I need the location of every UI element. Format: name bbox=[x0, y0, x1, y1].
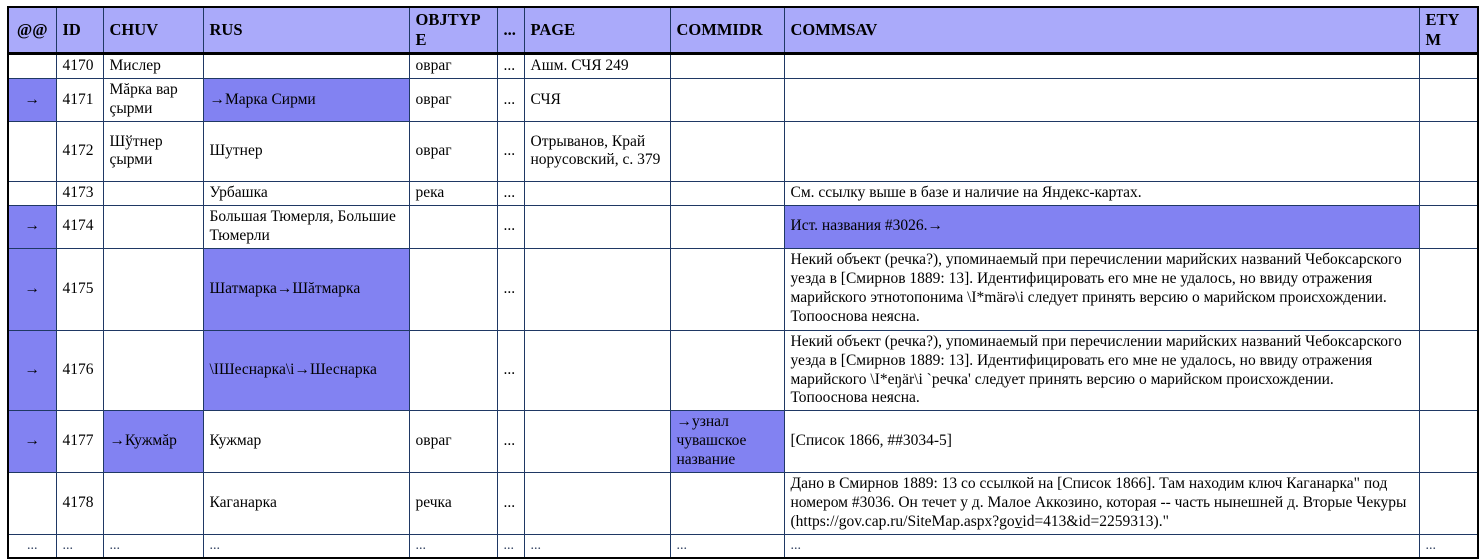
cell-commsav[interactable] bbox=[784, 79, 1419, 122]
table-body bbox=[8, 54, 1478, 559]
cell-atat[interactable]: → bbox=[8, 79, 56, 122]
table-row bbox=[8, 205, 1478, 248]
cell-id[interactable]: 4173 bbox=[56, 181, 103, 205]
cell-dots[interactable]: ... bbox=[497, 121, 524, 181]
cell-atat[interactable]: → bbox=[8, 205, 56, 248]
cell-dots[interactable]: ... bbox=[497, 411, 524, 473]
cell-rus[interactable]: Большая Тюмерля, Большие Тюмерли bbox=[203, 205, 409, 248]
column-header-rus[interactable]: RUS bbox=[203, 7, 409, 54]
cell-atat[interactable]: → bbox=[8, 248, 56, 330]
cell-chuv[interactable]: Мислер bbox=[103, 54, 203, 79]
cell-id[interactable]: 4177 bbox=[56, 411, 103, 473]
cell-rus[interactable]: ... bbox=[203, 534, 409, 558]
cell-objtype[interactable] bbox=[409, 330, 497, 411]
cell-rus[interactable]: Урбашка bbox=[203, 181, 409, 205]
column-header-commidr[interactable]: COMMIDR bbox=[670, 7, 784, 54]
toponym-table bbox=[7, 6, 1479, 559]
cell-id[interactable]: 4174 bbox=[56, 205, 103, 248]
column-header-chuv[interactable]: CHUV bbox=[103, 7, 203, 54]
table-row bbox=[8, 330, 1478, 411]
cell-etym[interactable] bbox=[1419, 411, 1478, 473]
cell-commidr[interactable] bbox=[670, 121, 784, 181]
cell-etym[interactable] bbox=[1419, 79, 1478, 122]
cell-etym[interactable] bbox=[1419, 205, 1478, 248]
cell-page[interactable] bbox=[524, 181, 670, 205]
cell-page[interactable] bbox=[524, 473, 670, 535]
cell-rus[interactable]: →Марка Сирми bbox=[203, 79, 409, 122]
cell-objtype[interactable]: речка bbox=[409, 473, 497, 535]
cell-commidr[interactable] bbox=[670, 205, 784, 248]
cell-id[interactable]: 4172 bbox=[56, 121, 103, 181]
table-row bbox=[8, 121, 1478, 181]
cell-atat[interactable]: → bbox=[8, 330, 56, 411]
cell-page[interactable]: Отрыванов, Край норусовский, с. 379 bbox=[524, 121, 670, 181]
cell-id[interactable]: 4178 bbox=[56, 473, 103, 535]
cell-commsav[interactable]: Ист. названия #3026.→ bbox=[784, 205, 1419, 248]
cell-commsav[interactable]: Некий объект (речка?), упоминаемый при перечислении марийских названий Чебоксарского уезда в [Смирнов 1889: 13]. Идентифицировать его мне не удалось, но ввиду отражения марийского этнотопонима \I*märə\i следует принять версию о марийском происхождении. Топооснова неясна. bbox=[784, 248, 1419, 330]
table-row bbox=[8, 473, 1478, 535]
cell-dots[interactable]: ... bbox=[497, 473, 524, 535]
column-header-dots[interactable]: ... bbox=[497, 7, 524, 54]
column-header-commsav[interactable]: COMMSAV bbox=[784, 7, 1419, 54]
cell-rus[interactable]: Кужмар bbox=[203, 411, 409, 473]
cell-chuv[interactable] bbox=[103, 181, 203, 205]
cell-commsav[interactable]: ... bbox=[784, 534, 1419, 558]
cell-rus[interactable]: Шутнер bbox=[203, 121, 409, 181]
cell-chuv[interactable]: Мăрка вар çырми bbox=[103, 79, 203, 122]
cell-dots[interactable]: ... bbox=[497, 79, 524, 122]
cell-etym[interactable] bbox=[1419, 248, 1478, 330]
cell-dots[interactable]: ... bbox=[497, 181, 524, 205]
cell-commidr[interactable] bbox=[670, 473, 784, 535]
cell-commsav[interactable]: См. ссылку выше в базе и наличие на Яндекс-картах. bbox=[784, 181, 1419, 205]
cell-etym[interactable]: ... bbox=[1419, 534, 1478, 558]
cell-rus[interactable]: \IШеснарка\i→Шеснарка bbox=[203, 330, 409, 411]
cell-atat[interactable] bbox=[8, 473, 56, 535]
cell-chuv[interactable]: ... bbox=[103, 534, 203, 558]
cell-etym[interactable] bbox=[1419, 330, 1478, 411]
cell-id[interactable]: 4176 bbox=[56, 330, 103, 411]
table-row bbox=[8, 54, 1478, 79]
table-row bbox=[8, 248, 1478, 330]
more-rows-indicator-row bbox=[8, 534, 1478, 558]
cell-commsav[interactable] bbox=[784, 121, 1419, 181]
cell-atat[interactable] bbox=[8, 181, 56, 205]
cell-id[interactable]: 4175 bbox=[56, 248, 103, 330]
cell-commsav[interactable]: Некий объект (речка?), упоминаемый при перечислении марийских названий Чебоксарского уезда в [Смирнов 1889: 13]. Идентифицировать его мне не удалось, но ввиду отражения марийского \I*eŋär\i `речка' следует принять версию о марийском происхождении. Топооснова неясна. bbox=[784, 330, 1419, 411]
cell-id[interactable]: ... bbox=[56, 534, 103, 558]
column-header-objtype[interactable]: OBJTYPE bbox=[409, 7, 497, 54]
cell-page[interactable] bbox=[524, 330, 670, 411]
cell-dots[interactable]: ... bbox=[497, 534, 524, 558]
cell-dots[interactable]: ... bbox=[497, 205, 524, 248]
cell-chuv[interactable] bbox=[103, 330, 203, 411]
cell-commidr[interactable] bbox=[670, 54, 784, 79]
cell-chuv[interactable] bbox=[103, 205, 203, 248]
cell-page[interactable] bbox=[524, 411, 670, 473]
cell-commidr[interactable]: →узнал чувашское название bbox=[670, 411, 784, 473]
cell-commidr[interactable] bbox=[670, 79, 784, 122]
cell-objtype[interactable] bbox=[409, 248, 497, 330]
cell-dots[interactable]: ... bbox=[497, 248, 524, 330]
cell-commidr[interactable]: ... bbox=[670, 534, 784, 558]
cell-etym[interactable] bbox=[1419, 121, 1478, 181]
cell-objtype[interactable]: овраг bbox=[409, 79, 497, 122]
column-header-etym[interactable]: ETYM bbox=[1419, 7, 1478, 54]
cell-commsav[interactable]: [Список 1866, ##3034-5] bbox=[784, 411, 1419, 473]
cell-atat[interactable] bbox=[8, 121, 56, 181]
cell-objtype[interactable] bbox=[409, 205, 497, 248]
cell-objtype[interactable]: овраг bbox=[409, 54, 497, 79]
cell-rus[interactable]: Каганарка bbox=[203, 473, 409, 535]
cell-id[interactable]: 4171 bbox=[56, 79, 103, 122]
column-header-page[interactable]: PAGE bbox=[524, 7, 670, 54]
cell-atat[interactable]: ... bbox=[8, 534, 56, 558]
cell-chuv[interactable] bbox=[103, 473, 203, 535]
cell-dots[interactable]: ... bbox=[497, 330, 524, 411]
cell-objtype[interactable]: река bbox=[409, 181, 497, 205]
cell-chuv[interactable] bbox=[103, 248, 203, 330]
cell-objtype[interactable]: овраг bbox=[409, 411, 497, 473]
cell-chuv[interactable]: →Кужмăр bbox=[103, 411, 203, 473]
cell-chuv[interactable]: Шўтнер çырми bbox=[103, 121, 203, 181]
column-header-atat[interactable]: @@ bbox=[8, 7, 56, 54]
cell-dots[interactable]: ... bbox=[497, 54, 524, 79]
cell-commsav[interactable] bbox=[784, 54, 1419, 79]
cell-commidr[interactable] bbox=[670, 248, 784, 330]
cell-rus[interactable]: Шатмарка→Шăтмарка bbox=[203, 248, 409, 330]
cell-etym[interactable] bbox=[1419, 54, 1478, 79]
cell-page[interactable]: ... bbox=[524, 534, 670, 558]
cell-commidr[interactable] bbox=[670, 181, 784, 205]
cell-atat[interactable]: → bbox=[8, 411, 56, 473]
cell-commidr[interactable] bbox=[670, 330, 784, 411]
cell-page[interactable]: СЧЯ bbox=[524, 79, 670, 122]
cell-etym[interactable] bbox=[1419, 181, 1478, 205]
cell-page[interactable] bbox=[524, 205, 670, 248]
cell-objtype[interactable]: ... bbox=[409, 534, 497, 558]
header-row bbox=[8, 7, 1478, 54]
cell-atat[interactable] bbox=[8, 54, 56, 79]
cell-page[interactable]: Ашм. СЧЯ 249 bbox=[524, 54, 670, 79]
cell-etym[interactable] bbox=[1419, 473, 1478, 535]
column-header-id[interactable]: ID bbox=[56, 7, 103, 54]
table-row bbox=[8, 181, 1478, 205]
cell-commsav[interactable]: Дано в Смирнов 1889: 13 со ссылкой на [Список 1866]. Там находим ключ Каганарка" под номером #3036. Он течет у д. Малое Аккозино, которая -- часть нынешней д. Вторые Чекуры (https://gov.cap.ru/SiteMap.aspx?gov̲id=413&id=2259313)." bbox=[784, 473, 1419, 535]
cell-id[interactable]: 4170 bbox=[56, 54, 103, 79]
cell-objtype[interactable]: овраг bbox=[409, 121, 497, 181]
table-row bbox=[8, 79, 1478, 122]
table-row bbox=[8, 411, 1478, 473]
cell-rus[interactable] bbox=[203, 54, 409, 79]
database-table-view bbox=[0, 6, 1483, 554]
cell-page[interactable] bbox=[524, 248, 670, 330]
